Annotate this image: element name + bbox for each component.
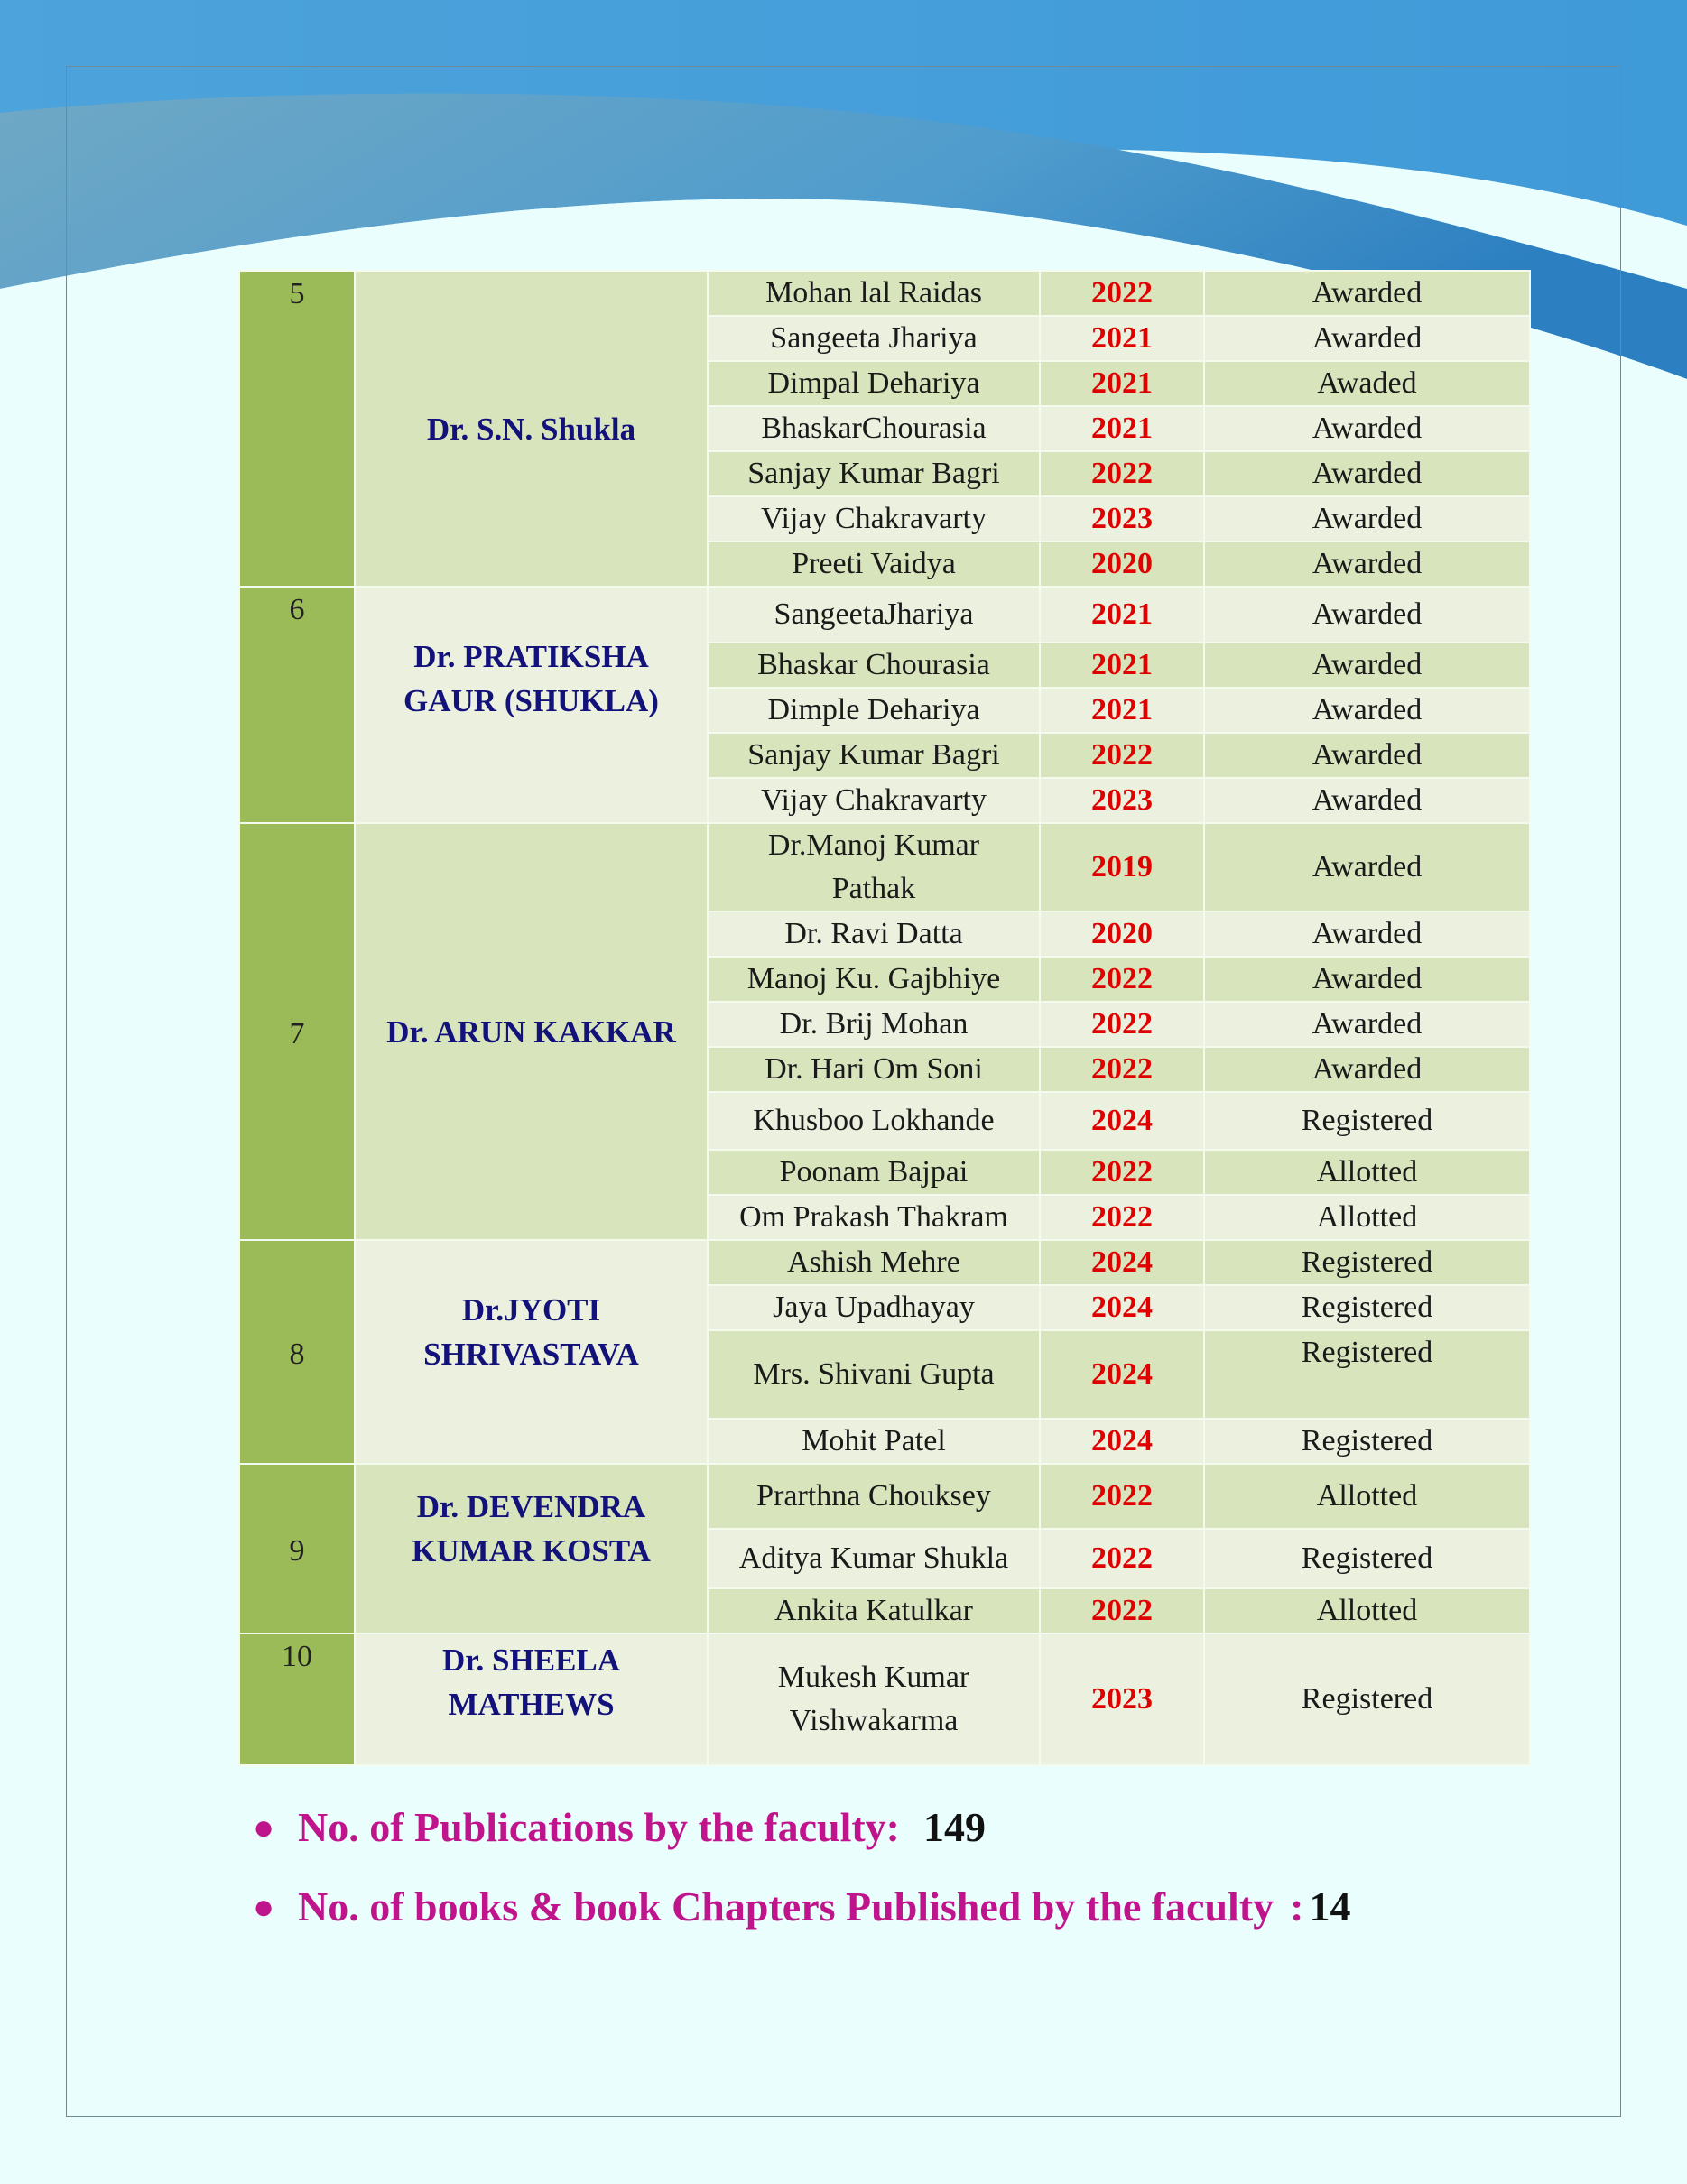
supervisor-name: Dr. DEVENDRA KUMAR KOSTA bbox=[355, 1464, 708, 1633]
supervisor-name: Dr. PRATIKSHA GAUR (SHUKLA) bbox=[355, 587, 708, 823]
year: 2024 bbox=[1040, 1285, 1204, 1330]
year: 2023 bbox=[1040, 496, 1204, 541]
status: Registered bbox=[1204, 1285, 1530, 1330]
serial-number: 5 bbox=[239, 271, 355, 587]
scholar-name: Mohan lal Raidas bbox=[708, 271, 1040, 316]
serial-number: 9 bbox=[239, 1464, 355, 1633]
status: Awarded bbox=[1204, 271, 1530, 316]
status: Registered bbox=[1204, 1330, 1530, 1419]
status: Awarded bbox=[1204, 541, 1530, 587]
supervisor-name: Dr. SHEELA MATHEWS bbox=[355, 1633, 708, 1765]
supervisor-name: Dr. S.N. Shukla bbox=[355, 271, 708, 587]
table-row bbox=[239, 587, 1530, 643]
scholar-name: Sangeeta Jhariya bbox=[708, 316, 1040, 361]
year: 2022 bbox=[1040, 1195, 1204, 1240]
year: 2020 bbox=[1040, 912, 1204, 957]
scholar-name: Vijay Chakravarty bbox=[708, 778, 1040, 823]
scholar-name: Dr. Ravi Datta bbox=[708, 912, 1040, 957]
year: 2024 bbox=[1040, 1419, 1204, 1464]
books-value: 14 bbox=[1309, 1883, 1351, 1930]
status: Awarded bbox=[1204, 957, 1530, 1002]
scholar-name: Dimpal Dehariya bbox=[708, 361, 1040, 406]
year: 2022 bbox=[1040, 451, 1204, 496]
year: 2022 bbox=[1040, 1047, 1204, 1092]
supervisor-name: Dr. ARUN KAKKAR bbox=[355, 823, 708, 1240]
scholar-name: Sanjay Kumar Bagri bbox=[708, 733, 1040, 778]
status: Registered bbox=[1204, 1419, 1530, 1464]
scholar-name: Prarthna Chouksey bbox=[708, 1464, 1040, 1529]
scholar-name: Mohit Patel bbox=[708, 1419, 1040, 1464]
books-label: No. of books & book Chapters Published by the faculty bbox=[298, 1883, 1275, 1930]
year: 2019 bbox=[1040, 823, 1204, 912]
scholar-name: Manoj Ku. Gajbhiye bbox=[708, 957, 1040, 1002]
scholar-name: Om Prakash Thakram bbox=[708, 1195, 1040, 1240]
table-row bbox=[239, 1240, 1530, 1285]
year: 2020 bbox=[1040, 541, 1204, 587]
publications-stat bbox=[253, 1803, 986, 1851]
scholar-name: Ashish Mehre bbox=[708, 1240, 1040, 1285]
year: 2023 bbox=[1040, 1633, 1204, 1765]
year: 2022 bbox=[1040, 1464, 1204, 1529]
scholar-name: Mrs. Shivani Gupta bbox=[708, 1330, 1040, 1419]
serial-number: 6 bbox=[239, 587, 355, 823]
books-stat bbox=[253, 1883, 1351, 1930]
status: Awarded bbox=[1204, 406, 1530, 451]
year: 2022 bbox=[1040, 1150, 1204, 1195]
status: Awarded bbox=[1204, 733, 1530, 778]
status: Allotted bbox=[1204, 1588, 1530, 1633]
status: Registered bbox=[1204, 1633, 1530, 1765]
table-row bbox=[239, 823, 1530, 912]
status: Awarded bbox=[1204, 1047, 1530, 1092]
status: Registered bbox=[1204, 1092, 1530, 1150]
year: 2022 bbox=[1040, 733, 1204, 778]
year: 2024 bbox=[1040, 1092, 1204, 1150]
supervisor-name: Dr.JYOTI SHRIVASTAVA bbox=[355, 1240, 708, 1464]
scholar-name: Dr. Brij Mohan bbox=[708, 1002, 1040, 1047]
scholar-name: Dr. Hari Om Soni bbox=[708, 1047, 1040, 1092]
scholar-name: Preeti Vaidya bbox=[708, 541, 1040, 587]
status: Awarded bbox=[1204, 496, 1530, 541]
year: 2021 bbox=[1040, 688, 1204, 733]
year: 2022 bbox=[1040, 957, 1204, 1002]
year: 2021 bbox=[1040, 406, 1204, 451]
status: Allotted bbox=[1204, 1195, 1530, 1240]
status: Awarded bbox=[1204, 643, 1530, 688]
serial-number: 8 bbox=[239, 1240, 355, 1464]
status: Allotted bbox=[1204, 1150, 1530, 1195]
status: Awarded bbox=[1204, 912, 1530, 957]
publications-label: No. of Publications by the faculty: bbox=[298, 1804, 900, 1850]
year: 2021 bbox=[1040, 316, 1204, 361]
scholar-name: Dimple Dehariya bbox=[708, 688, 1040, 733]
year: 2021 bbox=[1040, 587, 1204, 643]
year: 2022 bbox=[1040, 1588, 1204, 1633]
table-row bbox=[239, 271, 1530, 316]
serial-number: 7 bbox=[239, 823, 355, 1240]
status: Awarded bbox=[1204, 1002, 1530, 1047]
year: 2024 bbox=[1040, 1330, 1204, 1419]
research-guide-table bbox=[238, 270, 1531, 1766]
status: Awarded bbox=[1204, 778, 1530, 823]
status: Awaded bbox=[1204, 361, 1530, 406]
scholar-name: Vijay Chakravarty bbox=[708, 496, 1040, 541]
status: Awarded bbox=[1204, 451, 1530, 496]
table-row bbox=[239, 1633, 1530, 1765]
year: 2021 bbox=[1040, 361, 1204, 406]
status: Awarded bbox=[1204, 823, 1530, 912]
status: Awarded bbox=[1204, 587, 1530, 643]
scholar-name: Jaya Upadhayay bbox=[708, 1285, 1040, 1330]
scholar-name: Dr.Manoj Kumar Pathak bbox=[708, 823, 1040, 912]
year: 2022 bbox=[1040, 271, 1204, 316]
scholar-name: SangeetaJhariya bbox=[708, 587, 1040, 643]
status: Awarded bbox=[1204, 688, 1530, 733]
scholar-name: BhaskarChourasia bbox=[708, 406, 1040, 451]
year: 2022 bbox=[1040, 1529, 1204, 1588]
scholar-name: Aditya Kumar Shukla bbox=[708, 1529, 1040, 1588]
scholar-name: Bhaskar Chourasia bbox=[708, 643, 1040, 688]
scholar-name: Khusboo Lokhande bbox=[708, 1092, 1040, 1150]
table-row bbox=[239, 1464, 1530, 1529]
scholar-name: Ankita Katulkar bbox=[708, 1588, 1040, 1633]
status: Registered bbox=[1204, 1240, 1530, 1285]
bullet-icon: ● bbox=[253, 1807, 275, 1847]
year: 2024 bbox=[1040, 1240, 1204, 1285]
year: 2023 bbox=[1040, 778, 1204, 823]
scholar-name: Mukesh Kumar Vishwakarma bbox=[708, 1633, 1040, 1765]
year: 2021 bbox=[1040, 643, 1204, 688]
scholar-name: Poonam Bajpai bbox=[708, 1150, 1040, 1195]
scholar-name: Sanjay Kumar Bagri bbox=[708, 451, 1040, 496]
publications-value: 149 bbox=[923, 1804, 986, 1850]
status: Registered bbox=[1204, 1529, 1530, 1588]
status: Awarded bbox=[1204, 316, 1530, 361]
books-separator: : bbox=[1290, 1883, 1304, 1930]
status: Allotted bbox=[1204, 1464, 1530, 1529]
year: 2022 bbox=[1040, 1002, 1204, 1047]
bullet-icon: ● bbox=[253, 1886, 275, 1927]
serial-number: 10 bbox=[239, 1633, 355, 1765]
